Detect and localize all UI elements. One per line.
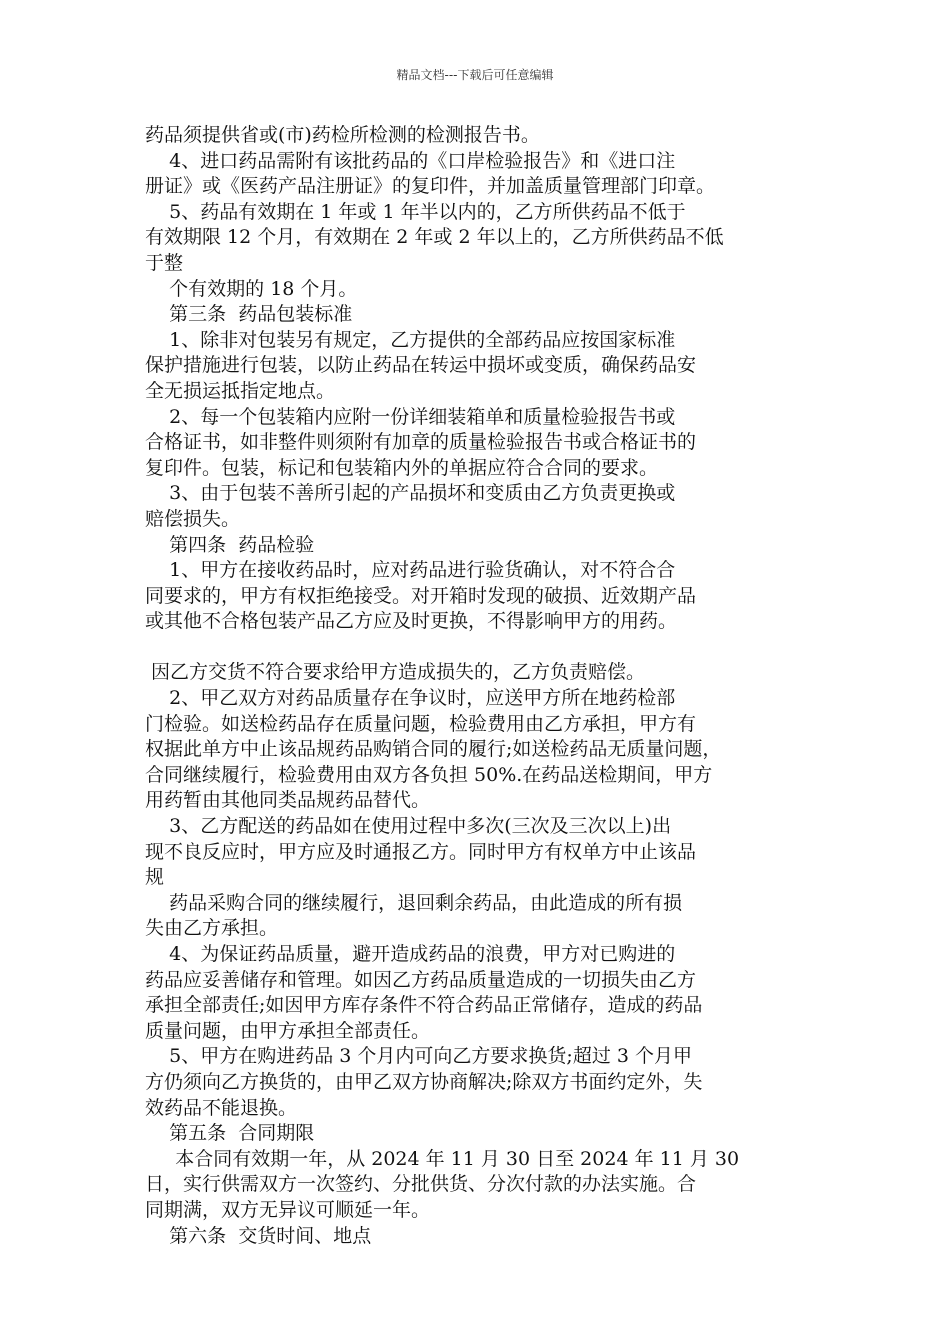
text-line: 失由乙方承担。 [145,917,279,940]
text-line: 5、甲方在购进药品 3 个月内可向乙方要求换货;超过 3 个月甲 [145,1045,692,1068]
text-line: 药品采购合同的继续履行，退回剩余药品，由此造成的所有损 [145,891,683,914]
text-line: 权据此单方中止该品规药品购销合同的履行;如送检药品无质量问题， [145,738,722,761]
text-line: 因乙方交货不符合要求给甲方造成损失的，乙方负责赔偿。 [145,661,646,684]
text-line: 门检验。如送检药品存在质量问题，检验费用由乙方承担，甲方有 [145,712,697,735]
text-line: 同要求的，甲方有权拒绝接受。对开箱时发现的破损、近效期产品 [145,584,697,607]
text-line: 药品须提供省或(市)药检所检测的检测报告书。 [145,124,540,146]
text-line: 册证》或《医药产品注册证》的复印件，并加盖质量管理部门印章。 [145,175,716,198]
text-line: 现不良反应时，甲方应及时通报乙方。同时甲方有权单方中止该品 [145,840,697,863]
section-heading: 第四条 药品检验 [145,533,315,556]
text-line: 日，实行供需双方一次签约、分批供货、分次付款的办法实施。合 [145,1173,697,1196]
text-line: 4、为保证药品质量，避开造成药品的浪费，甲方对已购进的 [145,943,676,965]
document-body [145,123,815,1249]
text-line: 个有效期的 18 个月。 [145,277,358,300]
text-line: 合同继续履行，检验费用由双方各负担 50%.在药品送检期间，甲方 [145,763,713,786]
text-line: 方仍须向乙方换货的，由甲乙双方协商解决;除双方书面约定外，失 [145,1070,703,1093]
text-line: 质量问题，由甲方承担全部责任。 [145,1019,431,1042]
section-heading: 第三条 药品包装标准 [145,303,353,326]
text-line: 本合同有效期一年，从 2024 年 11 月 30 日至 2024 年 11 月 30 [145,1147,740,1170]
text-line: 3、由于包装不善所引起的产品损坏和变质由乙方负责更换或 [145,482,676,505]
paragraph-block-b [145,660,815,1249]
text-line: 2、甲乙双方对药品质量存在争议时，应送甲方所在地药检部 [145,687,676,710]
text-line: 赔偿损失。 [145,507,241,530]
text-line: 同期满，双方无异议可顺延一年。 [145,1198,431,1221]
text-line: 用药暂由其他同类品规药品替代。 [145,789,431,812]
text-line: 2、每一个包装箱内应附一份详细装箱单和质量检验报告书或 [145,405,676,428]
text-line: 规 [145,866,165,889]
text-line: 3、乙方配送的药品如在使用过程中多次(三次及三次以上)出 [145,815,672,838]
text-line: 1、甲方在接收药品时，应对药品进行验货确认，对不符合合 [145,559,676,582]
text-line: 合格证书，如非整件则须附有加章的质量检验报告书或合格证书的 [145,431,697,454]
text-line: 复印件。包装，标记和包装箱内外的单据应符合合同的要求。 [145,456,659,479]
text-line: 保护措施进行包装，以防止药品在转运中损坏或变质，确保药品安 [145,354,697,377]
text-line: 药品应妥善储存和管理。如因乙方药品质量造成的一切损失由乙方 [145,968,697,991]
section-heading: 第五条 合同期限 [145,1122,315,1145]
text-line: 效药品不能退换。 [145,1096,298,1119]
paragraph-block-a [145,123,815,635]
text-line: 承担全部责任;如因甲方库存条件不符合药品正常储存，造成的药品 [145,994,703,1017]
text-line: 全无损运抵指定地点。 [145,379,336,402]
text-line: 1、除非对包装另有规定，乙方提供的全部药品应按国家标准 [145,328,676,351]
text-line: 4、进口药品需附有该批药品的《口岸检验报告》和《进口注 [145,149,676,172]
page-header: 精品文档---下载后可任意编辑 [396,68,554,82]
text-line: 于整 [145,251,184,274]
section-heading: 第六条 交货时间、地点 [145,1224,372,1247]
text-line: 有效期限 12 个月，有效期在 2 年或 2 年以上的，乙方所供药品不低 [145,226,724,249]
paragraph-gap [145,635,815,661]
text-line: 5、药品有效期在 1 年或 1 年半以内的，乙方所供药品不低于 [145,200,686,223]
text-line: 或其他不合格包装产品乙方应及时更换，不得影响甲方的用药。 [145,610,678,633]
